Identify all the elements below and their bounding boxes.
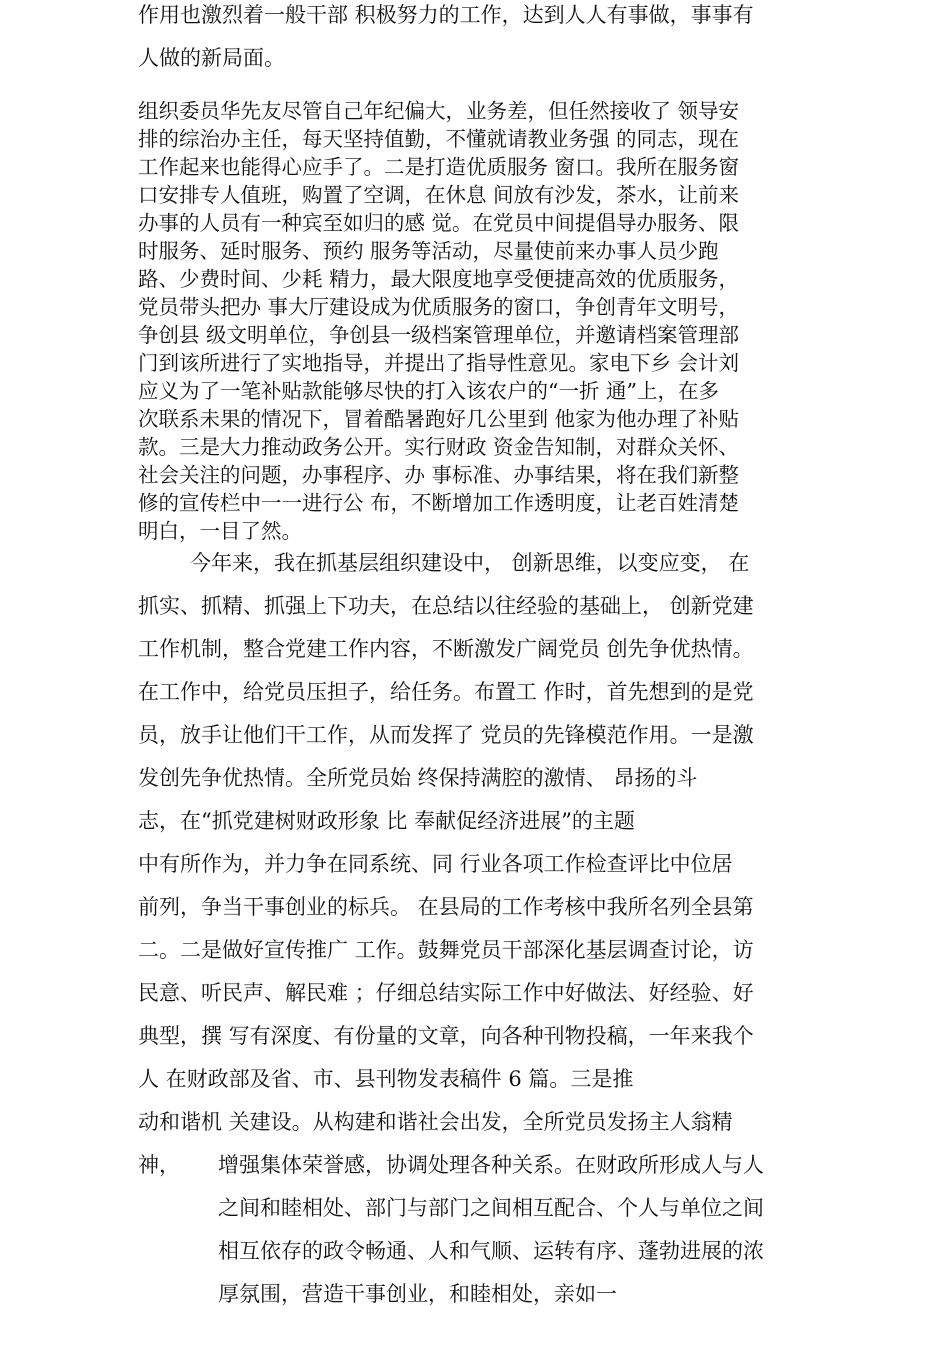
text-line: 组织委员华先友尽管自己年纪偏大，业务差，但任然接收了 领导安 <box>138 99 740 123</box>
text-line: 次联系未果的情况下，冒着酷暑跑好几公里到 他家为他办理了补贴 <box>138 407 740 431</box>
text-line: 人做的新局面。 <box>138 46 285 70</box>
text-line: 志，在“抓党建树财政形象 比 奉献促经济进展”的主题 <box>138 809 635 833</box>
text-line: 争创县 级文明单位，争创县一级档案管理单位，并邀请档案管理部 <box>138 323 740 347</box>
text-line: 相互依存的政令畅通、人和气顺、运转有序、蓬勃进展的浓 <box>218 1239 764 1263</box>
text-line: 人 在财政部及省、市、县刊物发表稿件 6 篇。三是推 <box>138 1067 634 1091</box>
text-line: 工作机制，整合党建工作内容，不断激发广阔党员 创先争优热情。 <box>138 637 754 661</box>
text-line: 应义为了一笔补贴款能够尽快的打入该农户的“一折 通”上，在多 <box>138 379 719 403</box>
text-line: 发创先争优热情。全所党员始 终保持满腔的激情、 昂扬的斗 <box>138 766 698 790</box>
text-line: 修的宣传栏中一一进行公 布，不断增加工作透明度，让老百姓清楚 <box>138 491 740 515</box>
text-line: 时服务、延时服务、预约 服务等活动，尽量使前来办事人员少跑 <box>138 239 719 263</box>
text-line: 排的综治办主任，每天坚持值勤，不懂就请教业务强 的同志，现在 <box>138 127 740 151</box>
text-line: 党员带头把办 事大厅建设成为优质服务的窗口，争创青年文明号， <box>138 295 740 319</box>
text-line: 门到该所进行了实地指导，并提出了指导性意见。家电下乡 会计刘 <box>138 351 740 375</box>
text-line: 在工作中，给党员压担子，给任务。布置工 作时，首先想到的是党 <box>138 680 754 704</box>
text-line: 作用也激烈着一般干部 积极努力的工作，达到人人有事做，事事有 <box>138 3 754 27</box>
text-line: 款。三是大力推动政务公开。实行财政 资金告知制，对群众关怀、 <box>138 435 740 459</box>
text-line: 前列，争当干事创业的标兵。 在县局的工作考核中我所名列全县第 <box>138 895 754 919</box>
text-line: 员，放手让他们干工作，从而发挥了 党员的先锋模范作用。一是激 <box>138 723 754 747</box>
text-line: 动和谐机 关建设。从构建和谐社会出发，全所党员发扬主人翁精 <box>138 1110 733 1134</box>
text-line: 之间和睦相处、部门与部门之间相互配合、个人与单位之间 <box>218 1196 764 1220</box>
text-line: 抓实、抓精、抓强上下功夫，在总结以往经验的基础上， 创新党建 <box>138 594 754 618</box>
text-line: 典型，撰 写有深度、有份量的文章，向各种刊物投稿，一年来我个 <box>138 1024 754 1048</box>
text-line: 明白，一目了然。 <box>138 519 302 543</box>
text-line: 路、少费时间、少耗 精力，最大限度地享受便捷高效的优质服务， <box>138 267 740 291</box>
text-line: 神， <box>138 1153 180 1177</box>
text-line: 社会关注的问题，办事程序、办 事标准、办事结果，将在我们新整 <box>138 463 740 487</box>
text-line: 民意、听民声、解民难 ；仔细总结实际工作中好做法、好经验、好 <box>138 981 754 1005</box>
text-line: 办事的人员有一种宾至如归的感 觉。在党员中间提倡导办服务、限 <box>138 211 740 235</box>
paragraph-first-line: 今年来，我在抓基层组织建设中， 创新思维，以变应变， 在 <box>190 551 750 575</box>
text-line: 增强集体荣誉感，协调处理各种关系。在财政所形成人与人 <box>218 1153 764 1177</box>
text-line: 中有所作为，并力争在同系统、同 行业各项工作检查评比中位居 <box>138 852 733 876</box>
text-line: 二。二是做好宣传推广 工作。鼓舞党员干部深化基层调查讨论，访 <box>138 938 754 962</box>
text-line: 口安排专人值班，购置了空调，在休息 间放有沙发，茶水，让前来 <box>138 183 740 207</box>
text-line: 厚氛围，营造干事创业，和睦相处，亲如一 <box>218 1282 617 1306</box>
text-line: 工作起来也能得心应手了。二是打造优质服务 窗口。我所在服务窗 <box>138 155 740 179</box>
